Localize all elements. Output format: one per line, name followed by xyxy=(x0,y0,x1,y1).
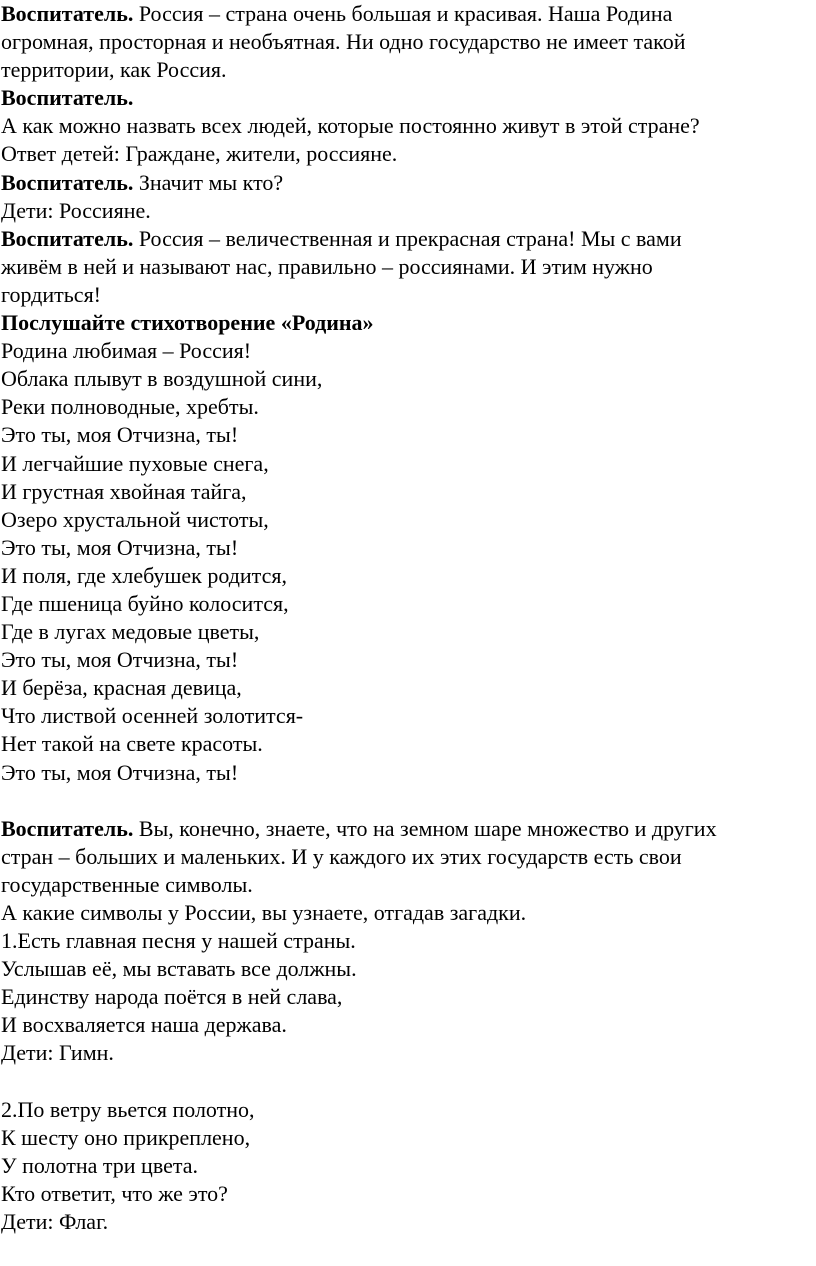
poem-line: И грустная хвойная тайга, xyxy=(1,478,247,504)
poem-line: И поля, где хлебушек родится, xyxy=(1,562,287,588)
paragraph-russia-line-2: живём в ней и называют нас, правильно – россиянами. И этим нужно xyxy=(1,253,653,279)
poem-line: Где в лугах медовые цветы, xyxy=(1,619,260,645)
paragraph-russia-line-3: гордиться! xyxy=(1,281,102,307)
question-line: А как можно назвать всех людей, которые постоянно живут в этой стране? xyxy=(1,113,700,139)
speaker-label: Воспитатель. xyxy=(1,1,134,26)
riddle-line: Кто ответит, что же это? xyxy=(1,1180,228,1206)
question-line: Воспитатель. Значит мы кто? xyxy=(1,169,284,195)
poem-line: Родина любимая – Россия! xyxy=(1,338,252,364)
paragraph-intro-line-2: огромная, просторная и необъятная. Ни одно государство не имеет такой xyxy=(1,29,686,55)
riddle-line: 2.По ветру вьется полотно, xyxy=(1,1096,255,1122)
poem xyxy=(1,337,810,787)
riddle-line: Единству народа поётся в ней слава, xyxy=(1,984,343,1010)
paragraph-symbols-line-1: Воспитатель. Вы, конечно, знаете, что на земном шаре множество и других xyxy=(1,815,717,841)
speaker-label: Воспитатель. xyxy=(1,225,134,251)
poem-heading: Послушайте стихотворение «Родина» xyxy=(1,310,374,336)
poem-line: Реки полноводные, хребты. xyxy=(1,394,259,420)
poem-line: Это ты, моя Отчизна, ты! xyxy=(1,647,239,673)
paragraph-symbols-line-2: стран – больших и маленьких. И у каждого их этих государств есть свои xyxy=(1,843,682,869)
riddle-line: И восхваляется наша держава. xyxy=(1,1012,287,1038)
poem-line: И легчайшие пуховые снега, xyxy=(1,450,269,476)
blank-line xyxy=(1,1068,810,1096)
riddle-flag xyxy=(1,1096,810,1236)
poem-line: Где пшеница буйно колосится, xyxy=(1,590,289,616)
answer-line: Ответ детей: Граждане, жители, россияне. xyxy=(1,141,398,167)
riddle-line: Услышав её, мы вставать все должны. xyxy=(1,956,357,982)
poem-line: Облака плывут в воздушной сини, xyxy=(1,366,323,392)
paragraph-intro-line-1: Воспитатель. Россия – страна очень большая и красивая. Наша Родина xyxy=(1,1,673,26)
speaker-label: Воспитатель. xyxy=(1,169,134,195)
poem-line: Это ты, моя Отчизна, ты! xyxy=(1,534,239,560)
riddle-anthem xyxy=(1,927,810,1067)
riddle-line: К шесту оно прикреплено, xyxy=(1,1124,251,1150)
poem-line: Это ты, моя Отчизна, ты! xyxy=(1,422,239,448)
poem-line: И берёза, красная девица, xyxy=(1,675,242,701)
poem-line: Нет такой на свете красоты. xyxy=(1,731,263,757)
paragraph-symbols-line-4: А какие символы у России, вы узнаете, отгадав загадки. xyxy=(1,900,527,925)
paragraph-symbols-line-3: государственные символы. xyxy=(1,871,253,897)
riddle-answer: Дети: Гимн. xyxy=(1,1040,114,1066)
poem-line: Озеро хрустальной чистоты, xyxy=(1,506,269,532)
riddle-answer: Дети: Флаг. xyxy=(1,1209,109,1235)
speaker-label: Воспитатель. xyxy=(1,85,134,111)
riddle-line: У полотна три цвета. xyxy=(1,1152,199,1178)
paragraph-russia-line-1: Воспитатель. Россия – величественная и прекрасная страна! Мы с вами xyxy=(1,225,682,251)
blank-line xyxy=(1,787,810,815)
paragraph-intro-line-3: территории, как Россия. xyxy=(1,57,227,83)
poem-line: Это ты, моя Отчизна, ты! xyxy=(1,759,239,785)
speaker-label: Воспитатель. xyxy=(1,815,134,841)
riddle-line: 1.Есть главная песня у нашей страны. xyxy=(1,928,356,954)
answer-line: Дети: Россияне. xyxy=(1,197,151,223)
poem-line: Что листвой осенней золотится- xyxy=(1,703,304,729)
